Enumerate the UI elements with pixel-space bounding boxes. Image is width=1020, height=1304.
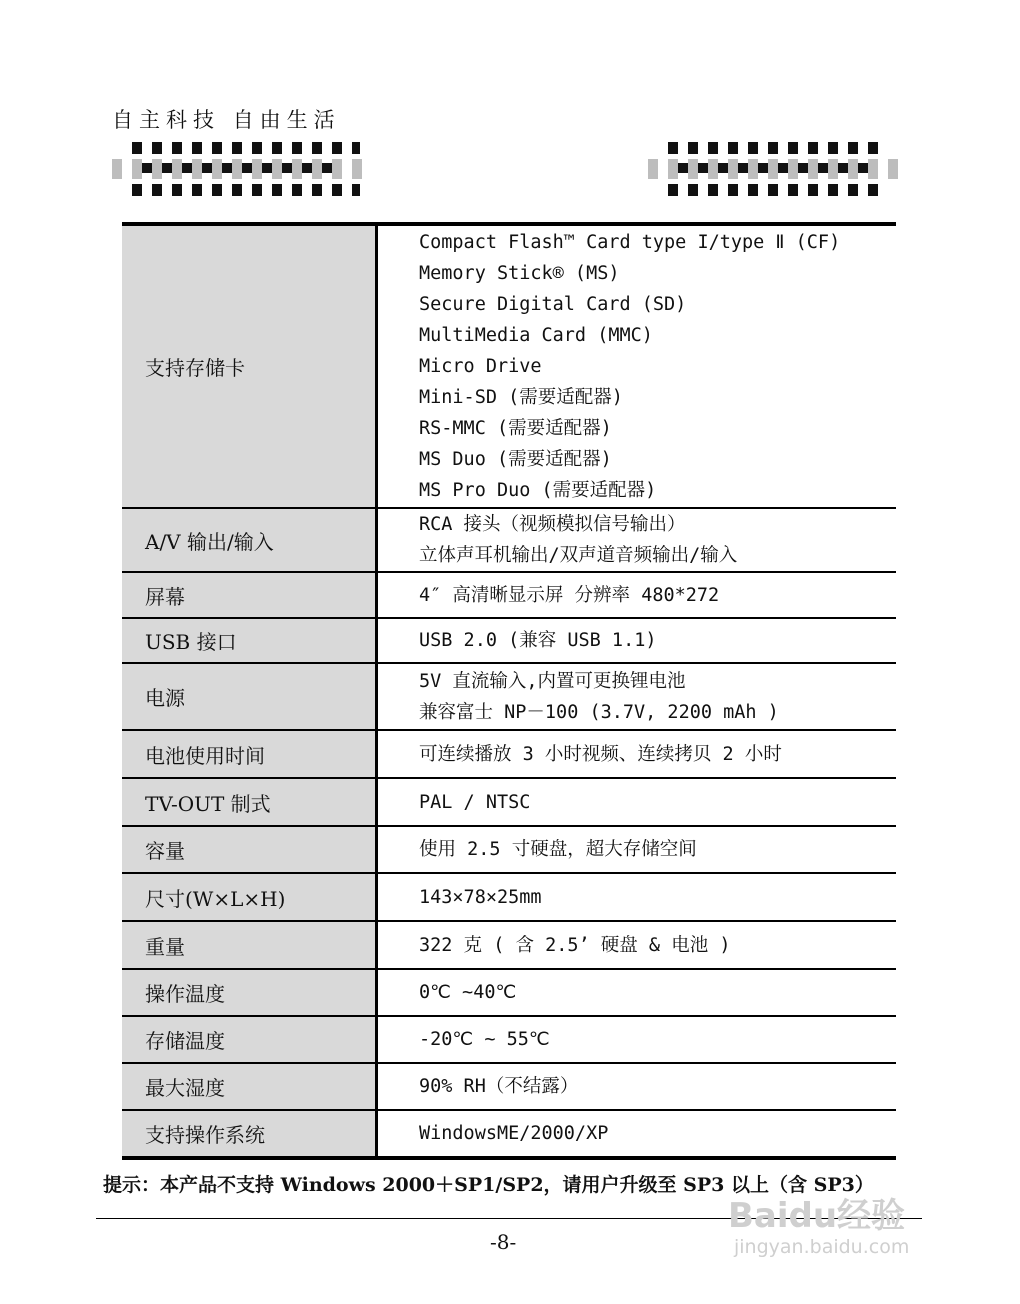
spec-row bbox=[122, 1110, 896, 1158]
spec-row bbox=[122, 572, 896, 618]
spec-value-line: Compact Flash™ Card type I/type Ⅱ (CF) bbox=[419, 232, 841, 253]
watermark-logo: Baidu经验 bbox=[728, 1196, 906, 1236]
spec-value bbox=[377, 969, 897, 1016]
spec-value bbox=[377, 224, 897, 508]
spec-value-line: RS-MMC (需要适配器) bbox=[419, 418, 612, 439]
spec-value-line: Memory Stick® (MS) bbox=[419, 263, 620, 284]
spec-label: A/V 输出/输入 bbox=[122, 508, 377, 572]
spec-value-line: MS Pro Duo (需要适配器) bbox=[419, 480, 657, 501]
spec-value bbox=[377, 1110, 897, 1158]
spec-row bbox=[122, 618, 896, 663]
spec-value bbox=[377, 778, 897, 826]
spec-label: 屏幕 bbox=[122, 572, 377, 618]
spec-label: 操作温度 bbox=[122, 969, 377, 1016]
spec-value bbox=[377, 826, 897, 873]
spec-value-line: PAL / NTSC bbox=[419, 791, 531, 813]
spec-value-line: 立体声耳机输出/双声道音频输出/输入 bbox=[419, 545, 738, 566]
watermark-url: jingyan.baidu.com bbox=[734, 1236, 910, 1258]
spec-value-line: Mini-SD (需要适配器) bbox=[419, 387, 623, 408]
spec-label: 支持存储卡 bbox=[122, 224, 377, 508]
spec-value-line: -20℃ ~ 55℃ bbox=[419, 1029, 550, 1050]
spec-value-line: MultiMedia Card (MMC) bbox=[419, 325, 653, 346]
spec-value bbox=[377, 1016, 897, 1063]
spec-label: 存储温度 bbox=[122, 1016, 377, 1063]
spec-label: 电源 bbox=[122, 663, 377, 730]
spec-value-line: 使用 2.5 寸硬盘，超大存储空间 bbox=[419, 839, 697, 860]
spec-label: 尺寸(W×L×H) bbox=[122, 873, 377, 921]
spec-label: USB 接口 bbox=[122, 618, 377, 663]
spec-label: 重量 bbox=[122, 921, 377, 969]
spec-value-line: 5V 直流输入,内置可更换锂电池 bbox=[419, 670, 686, 692]
spec-value-line: 可连续播放 3 小时视频、连续拷贝 2 小时 bbox=[419, 743, 782, 765]
spec-row bbox=[122, 921, 896, 969]
spec-value bbox=[377, 921, 897, 969]
spec-value-line: WindowsME/2000/XP bbox=[419, 1123, 609, 1144]
spec-table bbox=[122, 222, 896, 1160]
spec-label: 支持操作系统 bbox=[122, 1110, 377, 1158]
checker-decoration-left bbox=[112, 142, 370, 196]
spec-value-line: 90% RH（不结露） bbox=[419, 1076, 579, 1097]
spec-value-line: 4″ 高清晰显示屏 分辨率 480*272 bbox=[419, 584, 720, 606]
spec-value-line: 0℃ ~40℃ bbox=[419, 982, 517, 1003]
spec-value-line: USB 2.0 (兼容 USB 1.1) bbox=[419, 630, 657, 651]
spec-row bbox=[122, 224, 896, 508]
spec-label: TV-OUT 制式 bbox=[122, 778, 377, 826]
spec-value-line: 143×78×25mm bbox=[419, 886, 542, 908]
spec-value bbox=[377, 1063, 897, 1110]
spec-row bbox=[122, 1063, 896, 1110]
spec-row bbox=[122, 663, 896, 730]
page-number: -8- bbox=[490, 1230, 517, 1254]
footer-tip: 提示：本产品不支持 Windows 2000＋SP1/SP2，请用户升级至 SP3 以上（含 SP3） bbox=[103, 1174, 874, 1196]
spec-value-line: 兼容富士 NP－100 (3.7V, 2200 mAh ) bbox=[419, 701, 779, 723]
spec-value bbox=[377, 730, 897, 778]
spec-row bbox=[122, 826, 896, 873]
spec-label: 电池使用时间 bbox=[122, 730, 377, 778]
spec-value bbox=[377, 618, 897, 663]
spec-label: 最大湿度 bbox=[122, 1063, 377, 1110]
spec-label: 容量 bbox=[122, 826, 377, 873]
spec-value-line: Micro Drive bbox=[419, 356, 542, 377]
spec-value bbox=[377, 572, 897, 618]
spec-value-line: MS Duo (需要适配器) bbox=[419, 449, 612, 470]
header-slogan: 自主科技 自由生活 bbox=[112, 108, 341, 132]
spec-row bbox=[122, 778, 896, 826]
spec-value bbox=[377, 508, 897, 572]
spec-row bbox=[122, 730, 896, 778]
spec-row bbox=[122, 508, 896, 572]
spec-value bbox=[377, 663, 897, 730]
spec-value-line: Secure Digital Card (SD) bbox=[419, 294, 687, 315]
spec-value bbox=[377, 873, 897, 921]
spec-value-line: RCA 接头（视频模拟信号输出） bbox=[419, 514, 686, 535]
spec-value-line: 322 克 ( 含 2.5’ 硬盘 & 电池 ) bbox=[419, 934, 731, 956]
spec-row bbox=[122, 1016, 896, 1063]
spec-row bbox=[122, 873, 896, 921]
checker-decoration-right bbox=[648, 142, 898, 196]
spec-row bbox=[122, 969, 896, 1016]
